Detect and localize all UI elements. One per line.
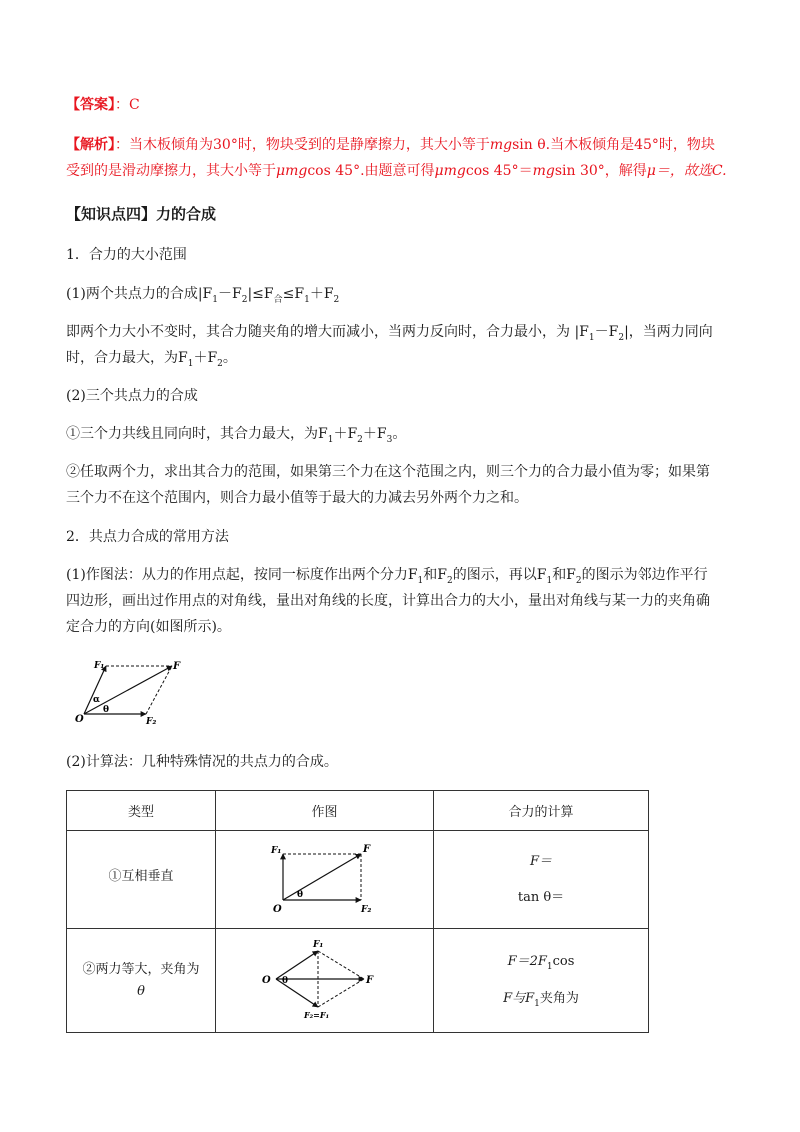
table-row (67, 929, 649, 1033)
row1-label-f: F (362, 843, 370, 855)
analysis-label: 【解析】 (66, 137, 115, 153)
p8-sub-1: 1 (417, 576, 424, 586)
row2-calc-2b: 夹角为 (539, 990, 579, 1006)
fig1-label-f: F (173, 661, 181, 672)
paragraph-6-line-1: ②任取两个力，求出其合力的范围，如果第三个力在这个范围之内，则三个力的合力最小值为零；如果第 (66, 464, 710, 480)
analysis-line-1 (66, 135, 715, 155)
table-header-cell: 作图 (216, 791, 434, 831)
p2-sub-3: 合 (273, 295, 283, 305)
p8-sub-3: 1 (546, 576, 553, 586)
row2-type (67, 929, 216, 1033)
p3-sub-4: 2 (217, 359, 223, 369)
p3-2b: ＋F (193, 350, 218, 366)
p8-sub-2: 2 (447, 576, 453, 586)
analysis-text-2a: 受到的是滑动摩擦力，其大小等于 (66, 163, 276, 179)
fig1-label-alpha: α (93, 695, 100, 705)
p8-sub-4: 2 (575, 576, 582, 586)
row2-calc-1a: F＝2F (507, 953, 547, 969)
analysis-text-1b: sin θ.当木板倾角是45°时，物块 (512, 137, 715, 153)
analysis-text-2c: cos 45°＝ (465, 163, 533, 179)
p3-sub-3: 1 (187, 359, 194, 369)
p2-d: ≤F (282, 286, 305, 302)
row2-label-f2: F₂=F₁ (303, 1009, 329, 1020)
row2-label-f1: F₁ (312, 939, 323, 950)
row2-dashed-top (318, 951, 364, 979)
row2-figure-cell (216, 929, 434, 1033)
fig1-label-o: O (75, 714, 84, 725)
p8-1c: 的图示，再以F (452, 567, 547, 583)
analysis-text-2b: cos 45°.由题意可得 (307, 163, 435, 179)
analysis-math-2a: μmg (276, 163, 308, 179)
p5-c: ＋F (362, 426, 387, 442)
row2-f1-arrow (276, 951, 318, 979)
p5-b: ＋F (333, 426, 358, 442)
row2-type-b: θ (137, 983, 145, 999)
analysis-line-2 (66, 161, 727, 181)
paragraph-8-line-3: 定合力的方向(如图所示)。 (66, 619, 231, 635)
row2-calc-1b: cos (552, 953, 575, 969)
row2-label-f: F (365, 974, 373, 986)
row1-f-arrow (283, 854, 361, 900)
fig1-label-f2: F₂ (146, 717, 157, 727)
row2-calc-1 (434, 951, 648, 974)
p2-sub-1: 1 (212, 295, 218, 305)
analysis-text-2e: ＝，故选C. (655, 163, 727, 179)
row1-label-f1: F₁ (270, 845, 281, 856)
table-header-row (67, 791, 649, 831)
p3-2a: 时，合力最大，为F (66, 350, 188, 366)
section-title: 【知识点四】力的合成 (66, 205, 217, 223)
row2-calc-sub-1: 1 (546, 961, 553, 972)
p3-sub-2: 2 (618, 333, 625, 343)
equal-forces-figure (260, 937, 390, 1021)
p8-1d: 和F (552, 567, 576, 583)
p2-c: |≤F (247, 286, 274, 302)
table-header-cell: 合力的计算 (434, 791, 649, 831)
row1-label-f2: F₂ (360, 904, 371, 915)
row1-calc (434, 831, 649, 929)
row1-type: ①互相垂直 (67, 831, 216, 929)
p5-d: 。 (392, 426, 407, 442)
paragraph-7: 2．共点力合成的常用方法 (66, 529, 229, 545)
row1-label-theta: θ (296, 889, 303, 900)
row1-calc-2: tan θ＝ (517, 889, 565, 905)
row2-label-theta: θ (281, 975, 288, 986)
p8-1e: 的图示为邻边作平行 (581, 567, 708, 583)
fig1-label-theta: θ (103, 705, 110, 715)
analysis-math-1: mg (489, 137, 513, 153)
row1-figure-cell (216, 831, 434, 929)
parallelogram-figure (74, 656, 194, 728)
paragraph-2 (66, 284, 339, 306)
row1-label-o: O (272, 903, 282, 915)
analysis-math-2d: μ (646, 163, 656, 179)
p5-sub-3: 3 (386, 435, 393, 445)
p2-sub-5: 2 (333, 295, 340, 305)
row2-dashed-bottom (318, 979, 364, 1007)
row2-label-o: O (261, 974, 271, 986)
row2-calc (434, 929, 649, 1033)
row2-calc-2 (434, 988, 648, 1011)
paragraph-8-line-1 (66, 565, 708, 587)
paragraph-5 (66, 424, 406, 446)
p3-1a: 即两个力大小不变时，其合力随夹角的增大而减小，当两力反向时，合力最小，为 |F (66, 324, 589, 340)
answer-sep: ： (115, 97, 129, 113)
p3-sub-1: 1 (588, 333, 595, 343)
answer-label: 【答案】 (66, 97, 115, 113)
paragraph-9: (2)计算法：几种特殊情况的共点力的合成。 (66, 754, 338, 770)
p8-1a: (1)作图法：从力的作用点起，按同一标度作出两个分力F (66, 567, 418, 583)
paragraph-8-line-2: 四边形，画出过作用点的对角线，量出对角线的长度，计算出合力的大小，量出对角线与某一力的夹角确 (66, 593, 710, 609)
row2-calc-2a: F与F (503, 990, 535, 1006)
paragraph-3-line-2 (66, 348, 237, 370)
answer-value: C (129, 97, 140, 113)
analysis-text-1a: ：当木板倾角为30°时，物块受到的是静摩擦力，其大小等于 (115, 137, 490, 153)
row1-calc-1: F＝ (529, 853, 553, 869)
p2-a: (1)两个共点力的合成|F (66, 286, 213, 302)
p5-sub-1: 1 (327, 435, 334, 445)
p2-b: －F (218, 286, 242, 302)
analysis-math-2b: μmg (434, 163, 466, 179)
paragraph-4: (2)三个共点力的合成 (66, 388, 198, 404)
p2-e: ＋F (309, 286, 334, 302)
paragraph-3-line-1 (66, 322, 713, 344)
paragraph-1: 1．合力的大小范围 (66, 247, 187, 263)
table-row (67, 831, 649, 929)
p3-1b: －F (594, 324, 619, 340)
perpendicular-figure (265, 840, 385, 916)
p5-sub-2: 2 (357, 435, 363, 445)
p5-a: ①三个力共线且同向时，其合力最大，为F (66, 426, 328, 442)
p8-1b: 和F (423, 567, 447, 583)
p2-sub-4: 1 (304, 295, 310, 305)
table-header-cell: 类型 (67, 791, 216, 831)
p2-sub-2: 2 (241, 295, 248, 305)
p3-1c: |，当两力同向 (624, 324, 713, 340)
row2-calc-sub-2: 1 (534, 998, 540, 1009)
answer-line (66, 95, 140, 115)
analysis-math-2c: mg (532, 163, 555, 179)
composition-table (66, 790, 649, 1033)
row2-type-a: ②两力等大，夹角为 (82, 961, 200, 977)
p3-2c: 。 (222, 350, 237, 366)
analysis-text-2d: sin 30°，解得 (554, 163, 647, 179)
fig1-label-f1: F₁ (94, 661, 105, 671)
paragraph-6-line-2: 三个力不在这个范围内，则合力最小值等于最大的力减去另外两个力之和。 (66, 490, 528, 506)
